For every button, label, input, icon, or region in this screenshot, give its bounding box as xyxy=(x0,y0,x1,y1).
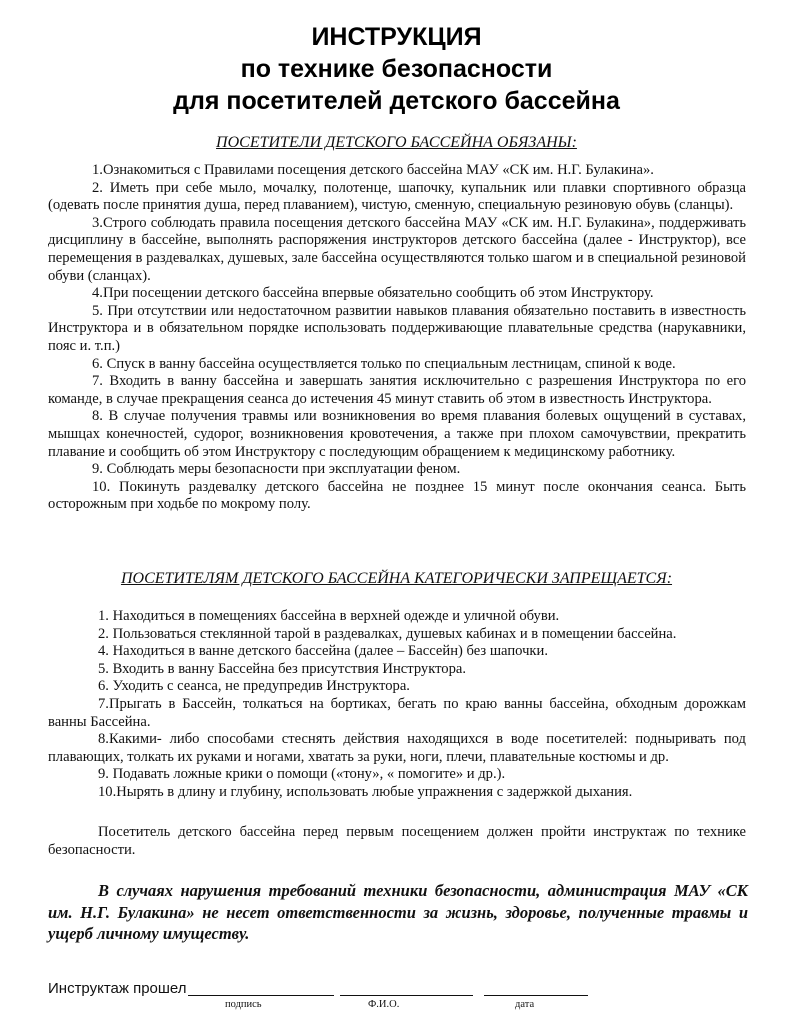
forbidden-item-2: 2. Пользоваться стеклянной тарой в раздевалках, душевых кабинах и в помещении бассейна. xyxy=(98,625,677,642)
forbidden-item-5: 5. Входить в ванну Бассейна без присутствия Инструктора. xyxy=(98,660,467,677)
forbidden-item-8: 8.Какими- либо способами стеснять действия находящихся в воде посетителей: подныривать под плавающих, толкать их руками и ногами, хватать за руки, ноги, плечи, плавательные костюмы и др. xyxy=(48,731,746,765)
forbidden-item-10: 10.Нырять в длину и глубину, использовать любые упражнения с задержкой дыхания. xyxy=(98,783,633,800)
obliged-item-5: 5. При отсутствии или недостаточном развитии навыков плавания обязательно поставить в известность Инструктора и в обязательном порядке использовать поддерживающие плавательные средства (нарукавники, пояс и. т.п.) xyxy=(48,302,746,354)
obliged-item-10: 10. Покинуть раздевалку детского бассейна не позднее 15 минут после окончания сеанса. Быть осторожным при ходьбе по мокрому полу. xyxy=(48,478,746,513)
obliged-item-7: 7. Входить в ванну бассейна и завершать занятия исключительно с разрешения Инструктора по его команде, в случае прекращения сеанса до истечения 45 минут ставить об этом в известность Инструктора. xyxy=(48,373,746,407)
briefing-note: Посетитель детского бассейна перед первым посещением должен пройти инструктаж по технике безопасности. xyxy=(48,824,746,858)
forbidden-item-6: 6. Уходить с сеанса, не предупредив Инструктора. xyxy=(98,678,410,695)
obliged-item-2: 2. Иметь при себе мыло, мочалку, полотенце, шапочку, купальник или плавки спортивного образца (одевать после принятия душа, перед плаванием), чистую, сменную, специальную резиновую обувь (сланцы). xyxy=(48,179,746,214)
document-title: ИНСТРУКЦИЯ xyxy=(311,23,482,51)
forbidden-list xyxy=(48,608,746,802)
obliged-item-3: 3.Строго соблюдать правила посещения детского бассейна МАУ «СК им. Н.Г. Булакина», поддерживать дисциплину в бассейне, выполнять распоряжения инструкторов детского бассейна (далее - Инструктор), все перемещения в раздевалках, душевых, зале бассейна осуществляются только шагом и в специальной резиновой обуви (сланцах). xyxy=(48,214,746,284)
date-line[interactable] xyxy=(484,994,588,996)
obliged-item-1: 1.Ознакомиться с Правилами посещения детского бассейна МАУ «СК им. Н.Г. Булакина». xyxy=(92,162,654,178)
signature-caption: подпись xyxy=(225,999,262,1010)
document-subtitle-1: по технике безопасности xyxy=(240,55,553,83)
full-name-caption: Ф.И.О. xyxy=(368,999,400,1010)
obliged-item-9: 9. Соблюдать меры безопасности при эксплуатации феном. xyxy=(92,461,461,478)
signature-label: Инструктаж прошел xyxy=(48,980,187,997)
obliged-heading: ПОСЕТИТЕЛИ ДЕТСКОГО БАССЕЙНА ОБЯЗАНЫ: xyxy=(216,134,577,151)
obliged-list xyxy=(48,162,746,514)
signature-line[interactable] xyxy=(188,994,334,996)
liability-warning: В случаях нарушения требований техники безопасности, администрация МАУ «СК им. Н.Г. Булакина» не несет ответственности за жизнь, здоровье, полученные травмы и ущерб личному имуществу. xyxy=(48,881,748,943)
full-name-line[interactable] xyxy=(340,994,473,996)
obliged-item-8: 8. В случае получения травмы или возникновения во время плавания болевых ощущений в суставах, мышцах конечностей, судорог, возникновения кровотечения, а также при плохом самочувствии, прекратить плавание и сообщить об этом Инструктору с последующим обращением к медицинскому работнику. xyxy=(48,408,746,460)
forbidden-item-7: 7.Прыгать в Бассейн, толкаться на бортиках, бегать по краю ванны бассейна, обходным дорожкам ванны Бассейна. xyxy=(48,695,746,730)
obliged-item-4: 4.При посещении детского бассейна впервые обязательно сообщить об этом Инструктору. xyxy=(92,285,654,302)
forbidden-item-4: 4. Находиться в ванне детского бассейна (далее – Бассейн) без шапочки. xyxy=(98,643,548,660)
obliged-item-6: 6. Спуск в ванну бассейна осуществляется только по специальным лестницам, спиной к воде. xyxy=(92,355,676,372)
forbidden-heading: ПОСЕТИТЕЛЯМ ДЕТСКОГО БАССЕЙНА КАТЕГОРИЧЕСКИ ЗАПРЕЩАЕТСЯ: xyxy=(120,570,673,587)
forbidden-item-1: 1. Находиться в помещениях бассейна в верхней одежде и уличной обуви. xyxy=(98,608,560,624)
date-caption: дата xyxy=(515,999,535,1010)
signature-block xyxy=(48,980,748,1020)
document-subtitle-2: для посетителей детского бассейна xyxy=(173,87,620,115)
forbidden-item-9: 9. Подавать ложные крики о помощи («тону», « помогите» и др.). xyxy=(98,766,506,783)
